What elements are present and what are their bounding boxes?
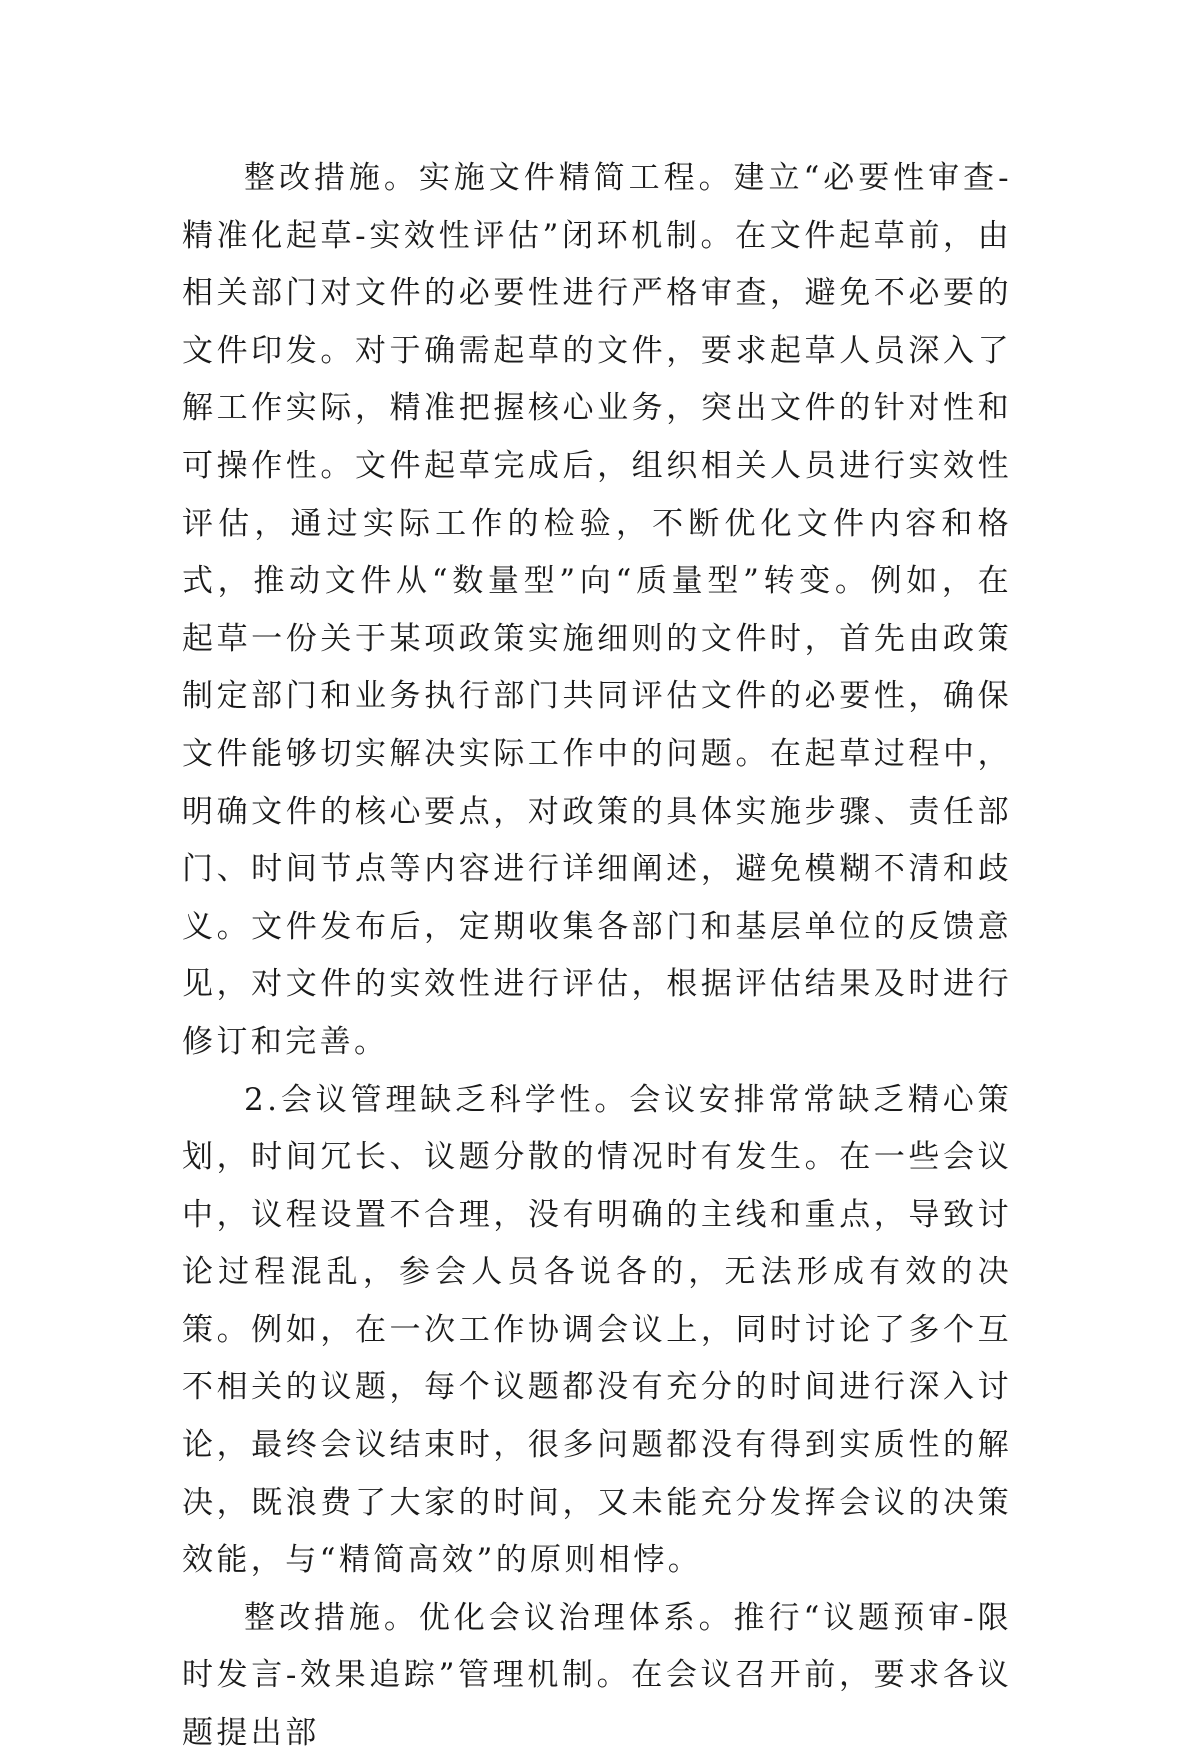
paragraph-meeting-management-issue: 2.会议管理缺乏科学性。会议安排常常缺乏精心策划，时间冗长、议题分散的情况时有发生。在一些会议中，议程设置不合理，没有明确的主线和重点，导致讨论过程混乱，参会人员各说各的，无法形成有效的决策。例如，在一次工作协调会议上，同时讨论了多个互不相关的议题，每个议题都没有充分的时间进行深入讨论，最终会议结束时，很多问题都没有得到实质性的解决，既浪费了大家的时间，又未能充分发挥会议的决策效能，与“精简高效”的原则相悖。 bbox=[182, 1081, 1012, 1579]
paragraph-meeting-governance-measures: 整改措施。优化会议治理体系。推行“议题预审-限时发言-效果追踪”管理机制。在会议召开前，要求各议题提出部 bbox=[182, 1599, 1012, 1752]
document-body bbox=[182, 150, 1012, 1763]
paragraph-file-streamlining-measures: 整改措施。实施文件精简工程。建立“必要性审查-精准化起草-实效性评估”闭环机制。在文件起草前，由相关部门对文件的必要性进行严格审查，避免不必要的文件印发。对于确需起草的文件，要求起草人员深入了解工作实际，精准把握核心业务，突出文件的针对性和可操作性。文件起草完成后，组织相关人员进行实效性评估，通过实际工作的检验，不断优化文件内容和格式，推动文件从“数量型”向“质量型”转变。例如，在起草一份关于某项政策实施细则的文件时，首先由政策制定部门和业务执行部门共同评估文件的必要性，确保文件能够切实解决实际工作中的问题。在起草过程中，明确文件的核心要点，对政策的具体实施步骤、责任部门、时间节点等内容进行详细阐述，避免模糊不清和歧义。文件发布后，定期收集各部门和基层单位的反馈意见，对文件的实效性进行评估，根据评估结果及时进行修订和完善。 bbox=[182, 160, 1012, 1060]
